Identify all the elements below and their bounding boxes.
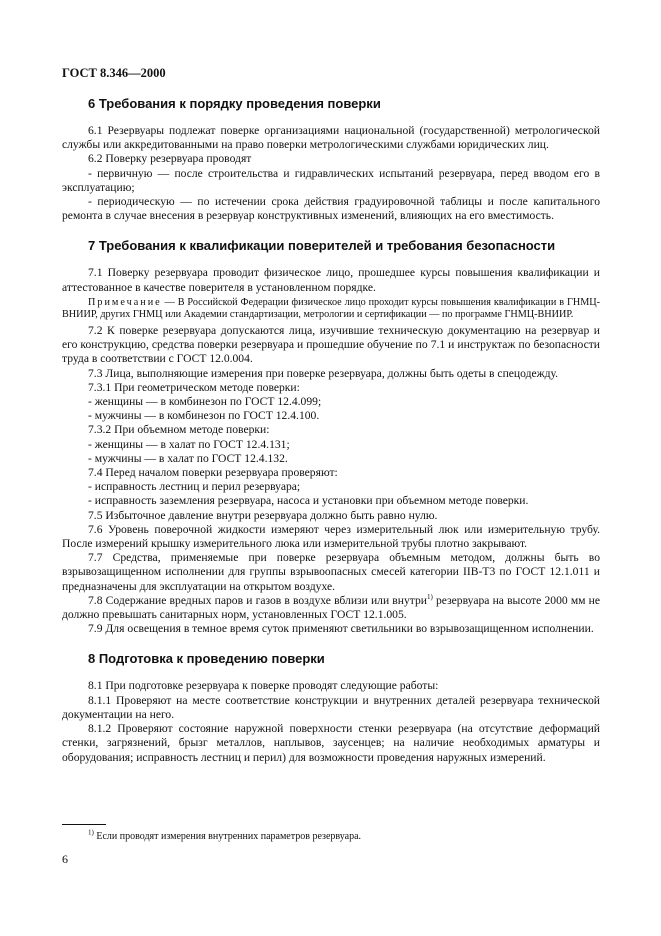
paragraph: [62, 594, 600, 622]
section-7-title: 7 Требования к квалификации поверителей и требования безопасности: [88, 238, 556, 254]
paragraph: 7.5 Избыточное давление внутри резервуара должно быть равно нулю.: [88, 508, 438, 522]
note-label: Примечание: [88, 296, 162, 308]
paragraph: - первичную — после строительства и гидравлических испытаний резервуара, перед вводом его в эксплуатацию;: [62, 166, 600, 194]
section-8-title: 8 Подготовка к проведению поверки: [88, 651, 325, 667]
footnote-mark: 1): [88, 828, 94, 837]
paragraph: 6.2 Поверку резервуара проводят: [88, 152, 252, 166]
paragraph: 7.3 Лица, выполняющие измерения при поверке резервуара, должны быть одеты в спецодежду.: [88, 366, 559, 380]
paragraph: - женщины — в комбинезон по ГОСТ 12.4.099;: [88, 395, 322, 409]
paragraph: 8.1 При подготовке резервуара к поверке проводят следующие работы:: [88, 679, 439, 693]
paragraph: - периодическую — по истечении срока действия градуировочной таблицы и после капитального ремонта в случае внесения в резервуар конструктивных изменений, влияющих на его вместимость.: [62, 195, 600, 223]
paragraph: - мужчины — в комбинезон по ГОСТ 12.4.100.: [88, 409, 320, 423]
paragraph: 7.7 Средства, применяемые при поверке резервуара объемным методом, должны быть во взрывозащищенном исполнении для группы взрывоопасных смесей категории IIB-Т3 по ГОСТ 12.1.011 и предназначены для эксплуатации на открытом воздухе.: [62, 551, 600, 593]
paragraph: 7.3.2 При объемном методе поверки:: [88, 423, 270, 437]
paragraph: 7.6 Уровень поверочной жидкости измеряют через измерительный люк или измерительную трубу. После измерений крышку измерительного люка или измерительной трубы плотно закрывают.: [62, 522, 600, 551]
paragraph: 7.3.1 При геометрическом методе поверки:: [88, 380, 300, 394]
paragraph: 7.2 К поверке резервуара допускаются лица, изучившие техническую документацию на резервуар и его конструкцию, средства поверки резервуара и прошедшие обучение по 7.1 и инструктаж по безопасности труда в соответствии с ГОСТ 12.0.004.: [62, 324, 600, 366]
footnote: [88, 828, 600, 843]
paragraph: 6.1 Резервуары подлежат поверке организациями национальной (государственной) метрологической службы или аккредитованными на право поверки метрологическими службами юридических лиц.: [62, 124, 600, 152]
running-header: ГОСТ 8.346—2000: [62, 66, 166, 80]
paragraph: 8.1.1 Проверяют на месте соответствие конструкции и внутренних деталей резервуара технической документации на него.: [62, 693, 600, 721]
note-text: — В Российской Федерации физическое лицо проходит курсы повышения квалификации в ГНМЦ-ВНИИР, других ГНМЦ или Академии стандартизации, метрологии и сертификации — по программе ГНМЦ-ВНИИР.: [62, 296, 600, 321]
paragraph: 7.9 Для освещения в темное время суток применяют светильники во взрывозащищенном исполнении.: [88, 622, 594, 636]
paragraph: 8.1.2 Проверяют состояние наружной поверхности стенки резервуара (на отсутствие деформаций стенки, загрязнений, брызг металлов, наплывов, заусенцев; на наличие необходимых арматуры и оборудования; исправность лестниц и перил) для возможности проведения наружных измерений.: [62, 722, 600, 764]
paragraph: 7.1 Поверку резервуара проводит физическое лицо, прошедшее курсы повышения квалификации и аттестованное в качестве поверителя в установленном порядке.: [62, 266, 600, 294]
paragraph: - исправность заземления резервуара, насоса и установки при объемном методе поверки.: [88, 494, 529, 508]
note: [62, 297, 600, 322]
section-6-title: 6 Требования к порядку проведения поверки: [88, 96, 381, 111]
footnote-ref: 1): [427, 593, 433, 602]
paragraph: 7.4 Перед началом поверки резервуара проверяют:: [88, 466, 338, 480]
footnote-divider: [62, 824, 106, 825]
paragraph: - исправность лестниц и перил резервуара;: [88, 480, 301, 494]
paragraph-text: 7.8 Содержание вредных паров и газов в воздухе вблизи или внутри: [88, 593, 427, 607]
footnote-text: Если проводят измерения внутренних параметров резервуара.: [93, 831, 362, 842]
paragraph: - мужчины — в халат по ГОСТ 12.4.132.: [88, 451, 288, 465]
page-number: 6: [62, 852, 68, 866]
page-content: [62, 96, 600, 765]
paragraph: - женщины — в халат по ГОСТ 12.4.131;: [88, 437, 290, 451]
paragraph-text: резервуара на высоте 2000 мм не должно превышать санитарных норм, установленных ГОСТ 12.1.005.: [62, 593, 600, 622]
